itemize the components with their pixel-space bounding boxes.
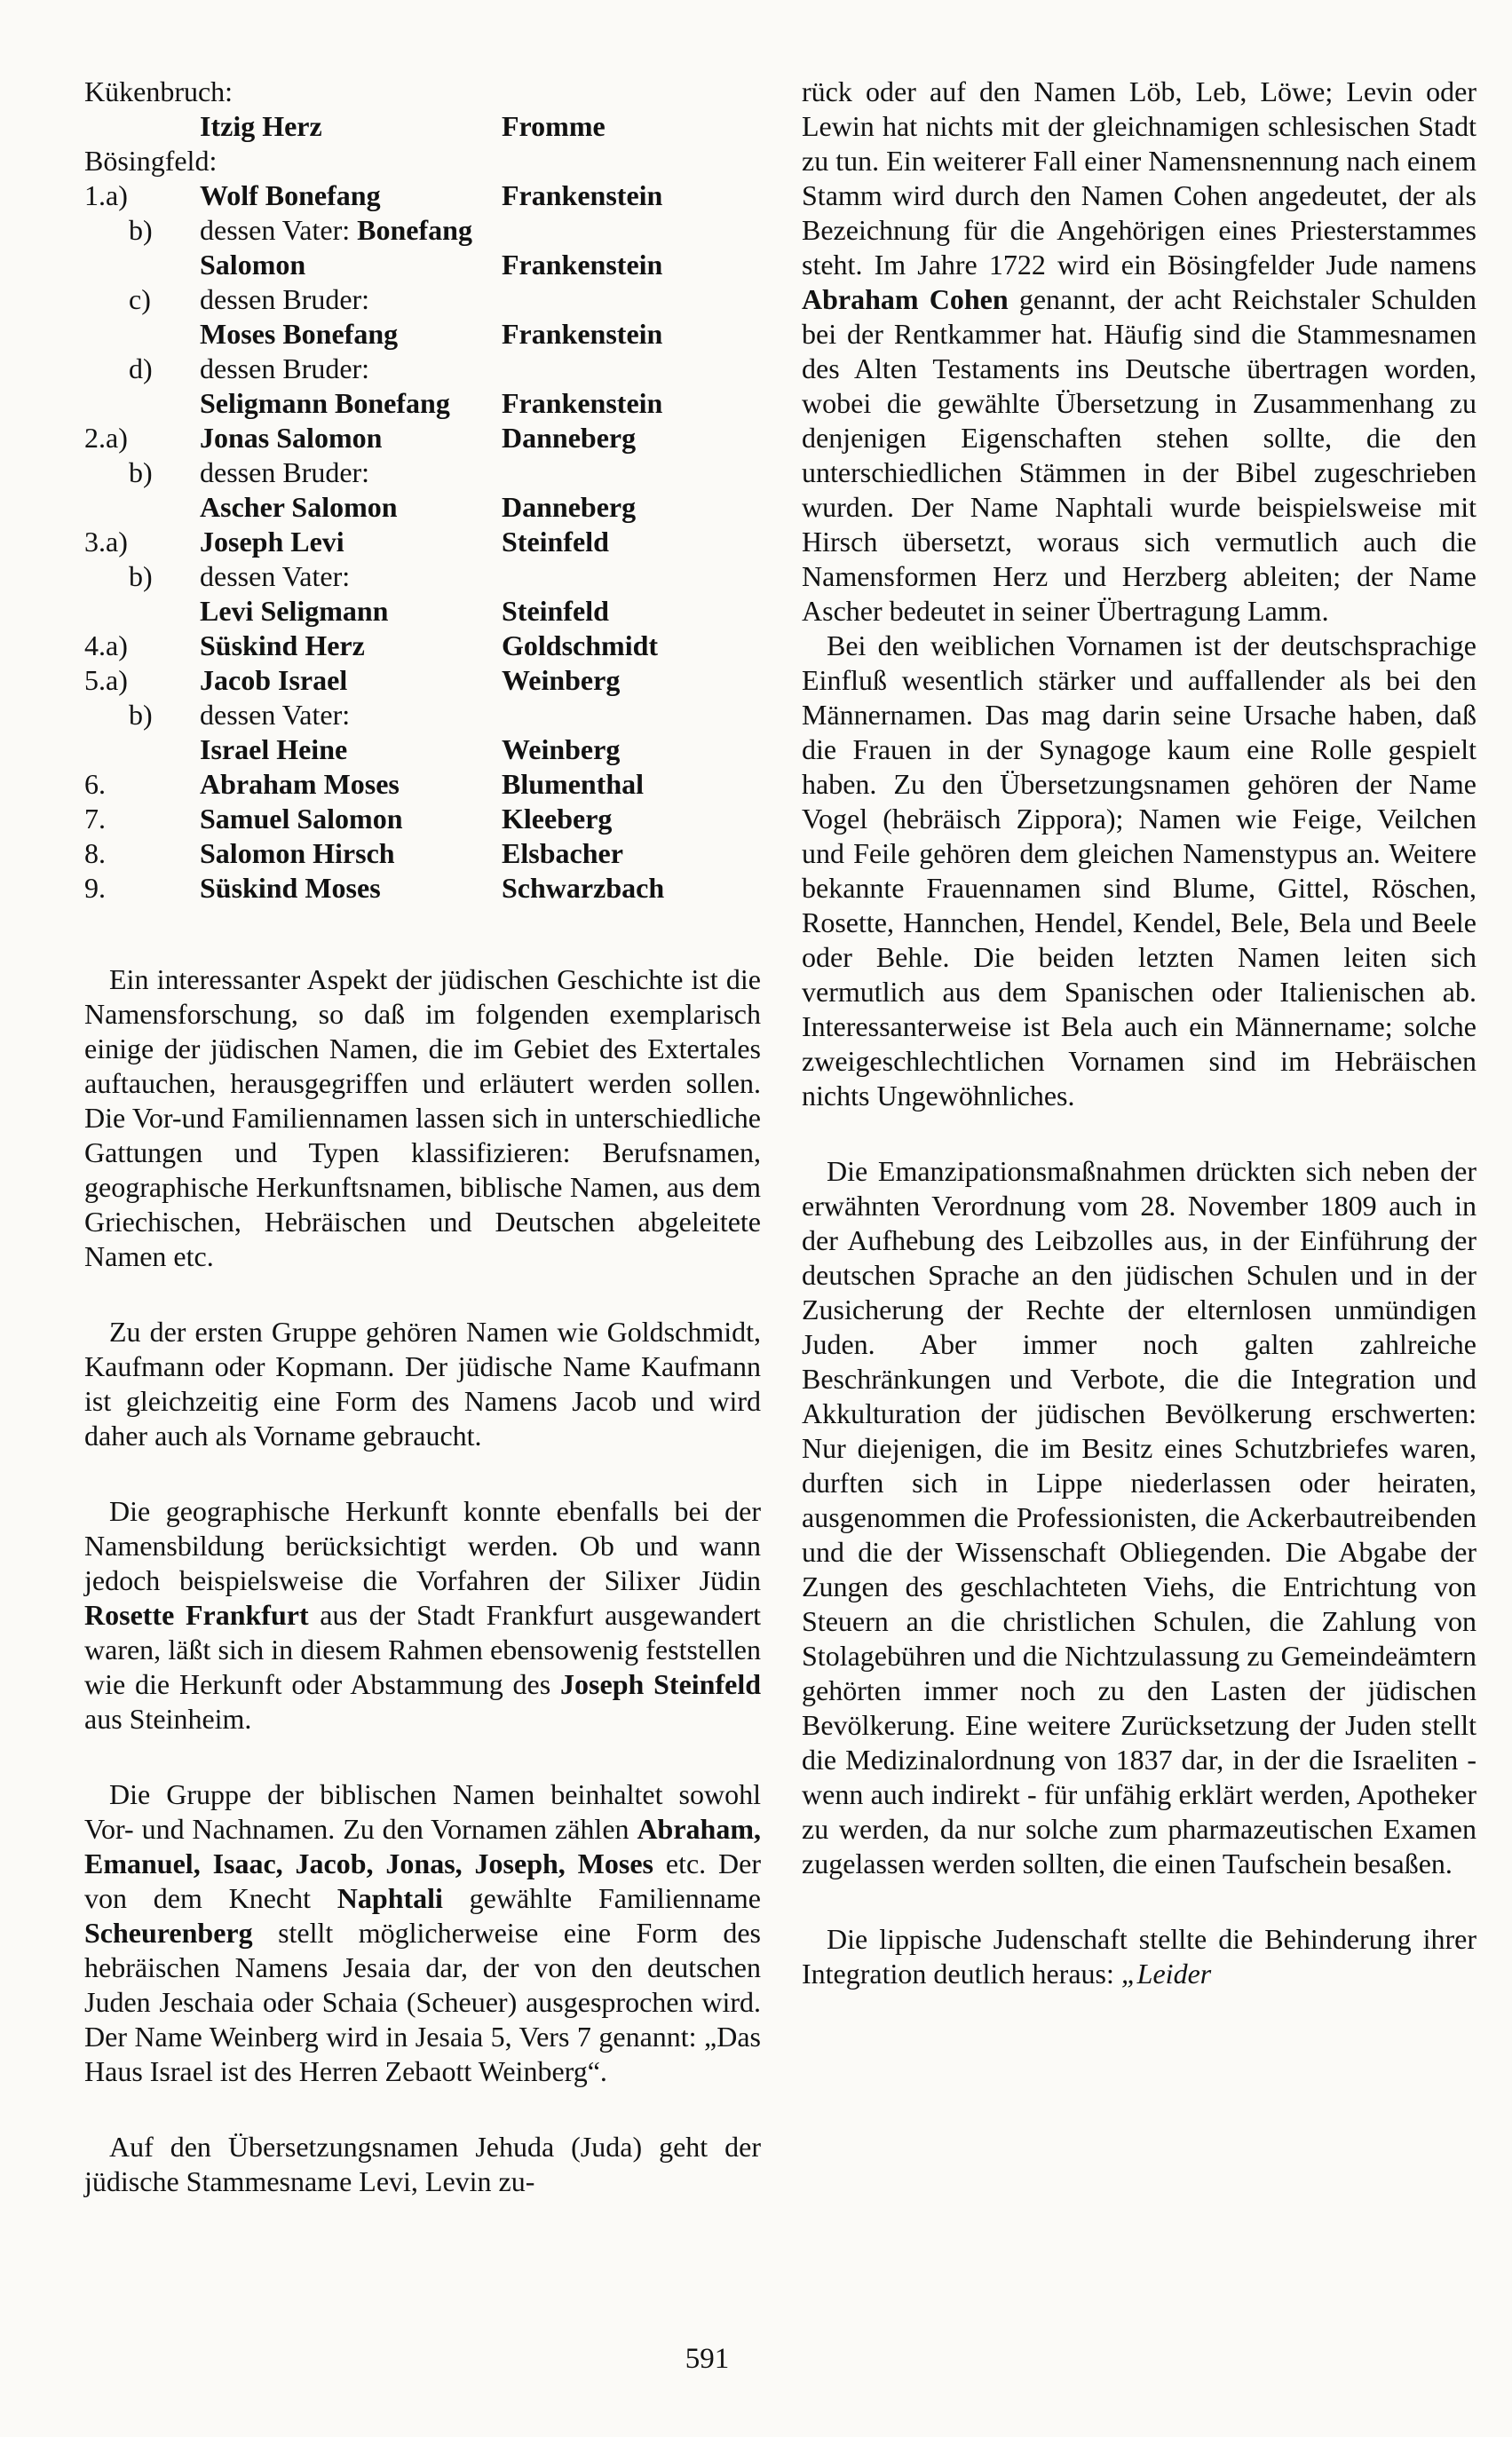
- bold-text: Salomon: [200, 249, 306, 281]
- list-entry-surname: Kleeberg: [502, 803, 613, 835]
- list-entry-number: 3.a): [84, 526, 128, 558]
- list-entry-surname: Frankenstein: [502, 318, 663, 350]
- text: gewählte Familienname: [442, 1882, 762, 1914]
- bold-text: Joseph Levi: [200, 526, 344, 558]
- list-entry-name: [200, 178, 381, 213]
- list-entry-name: [84, 144, 217, 178]
- text: dessen Vater:: [200, 699, 351, 731]
- bold-text: Salomon Hirsch: [200, 837, 395, 869]
- list-entry-number: 6.: [84, 768, 106, 800]
- list-entry-surname: Blumenthal: [502, 768, 645, 800]
- list-entry-name: [200, 698, 350, 732]
- bold-text: Moses Bonefang: [200, 318, 399, 350]
- list-entry-name: [200, 871, 381, 906]
- list-entry-name: [200, 213, 472, 248]
- list-entry-number: b): [129, 214, 153, 246]
- text: Die Gruppe der biblischen Namen beinhaltet sowohl Vor- und Nachnamen. Zu den Vornamen zählen: [84, 1778, 761, 1845]
- name-list-row: [84, 559, 761, 594]
- text: Bei den weiblichen Vornamen ist der deutschsprachige Einfluß wesentlich stärker und auffallender als bei den Männernamen. Das mag darin seine Ursache haben, daß die Frauen in der Synagoge kaum eine Rolle gespielt haben. Zu den Übersetzungsnamen gehören der Name Vogel (hebräisch Zippora); Namen wie Feige, Veilchen und Feile gehören dem gleichen Namenstypus an. Weitere bekannte Frauennamen sind Blume, Gittel, Röschen, Rosette, Hannchen, Hendel, Kendel, Bele, Bela und Beele oder Behle. Die beiden letzten Namen leiten sich vermutlich aus dem Spanischen oder Italienischen ab. Interessanterweise ist Bela auch ein Männername; solche zweigeschlechtlichen Vornamen sind im Hebräischen nichts Ungewöhnliches.: [802, 629, 1476, 1112]
- list-entry-number: 1.a): [84, 179, 128, 211]
- name-list-row: [84, 248, 761, 282]
- bold-text: Scheurenberg: [84, 1917, 253, 1949]
- list-entry-name: [200, 421, 382, 455]
- paragraph: [802, 629, 1476, 1113]
- bold-text: Rosette Frankfurt: [84, 1599, 309, 1631]
- text: aus der Stadt Frankfurt ausgewandert waren, läßt sich in diesem Rahmen ebensowenig feststellen wie die Herkunft oder Abstammung des: [84, 1599, 762, 1700]
- name-list-row: [84, 317, 761, 352]
- name-list-row: [84, 525, 761, 559]
- list-entry-number: 5.a): [84, 664, 128, 696]
- list-entry-number: d): [129, 352, 153, 384]
- bold-text: Jonas Salomon: [200, 422, 383, 454]
- name-list-row: [84, 663, 761, 698]
- list-entry-surname: Steinfeld: [502, 526, 609, 558]
- bold-text: Süskind Herz: [200, 629, 365, 661]
- bold-text: Abraham Cohen: [802, 283, 1009, 315]
- text: dessen Vater:: [200, 560, 351, 592]
- list-entry-name: [200, 455, 369, 490]
- list-entry-surname: Steinfeld: [502, 595, 609, 627]
- name-list-row: [84, 282, 761, 317]
- left-column: [84, 75, 761, 2199]
- bold-text: Jacob Israel: [200, 664, 348, 696]
- name-list-row: [84, 490, 761, 525]
- bold-text: Levi Seligmann: [200, 595, 389, 627]
- list-entry-number: 7.: [84, 803, 106, 835]
- name-list-row: [84, 213, 761, 248]
- name-list-row: [84, 75, 761, 109]
- text: dessen Bruder:: [200, 352, 370, 384]
- list-entry-name: [200, 109, 322, 144]
- bold-text: Itzig Herz: [200, 110, 322, 142]
- name-list-row: [84, 421, 761, 455]
- bold-text: Joseph Steinfeld: [560, 1668, 762, 1700]
- name-list-row: [84, 386, 761, 421]
- text: Auf den Übersetzungsnamen Jehuda (Juda) geht der jüdische Stammesname Levi, Levin zu-: [84, 2131, 761, 2197]
- name-list-row: [84, 871, 761, 906]
- name-list-row: [84, 144, 761, 178]
- paragraph: [84, 1494, 761, 1737]
- bold-text: Israel Heine: [200, 733, 348, 765]
- paragraph: [84, 2130, 761, 2199]
- list-entry-name: [200, 352, 369, 386]
- bold-text: Abraham Moses: [200, 768, 400, 800]
- list-entry-name: [200, 767, 400, 802]
- list-entry-name: [200, 317, 398, 352]
- bold-text: Seligmann Bonefang: [200, 387, 450, 419]
- text: stellt möglicherweise eine Form des hebräischen Namens Jesaia dar, der von den deutschen Juden Jeschaia oder Schaia (Scheuer) ausgesprochen wird. Der Name Weinberg wird in Jesaia 5, Vers 7 genannt: „Das Haus Israel ist des Herren Zebaott Weinberg“.: [84, 1917, 761, 2087]
- list-entry-number: b): [129, 560, 153, 592]
- list-entry-number: 8.: [84, 837, 106, 869]
- paragraph: [802, 1154, 1476, 1881]
- list-entry-name: [200, 732, 347, 767]
- list-entry-name: [200, 525, 344, 559]
- name-list-row: [84, 109, 761, 144]
- paragraph: [84, 962, 761, 1274]
- list-entry-surname: Weinberg: [502, 733, 621, 765]
- list-entry-surname: Danneberg: [502, 422, 637, 454]
- paragraph: [84, 1777, 761, 2089]
- text: Kükenbruch:: [84, 75, 234, 107]
- text: dessen Vater:: [200, 214, 358, 246]
- paragraph: [84, 1315, 761, 1453]
- name-list-row: [84, 836, 761, 871]
- bold-text: Bonefang: [357, 214, 472, 246]
- list-entry-name: [200, 282, 369, 317]
- name-list-row: [84, 629, 761, 663]
- text: dessen Bruder:: [200, 283, 370, 315]
- name-list-row: [84, 594, 761, 629]
- text: Die Emanzipationsmaßnahmen drückten sich neben der erwähnten Verordnung vom 28. November 1809 auch in der Aufhebung des Leibzolles aus, in der Einführung der deutschen Sprache an den jüdischen Schulen und in der Zusicherung der Rechte der elternlosen unmündigen Juden. Aber immer noch galten zahlreiche Beschränkungen und Verbote, die die Integration und Akkulturation der jüdischen Bevölkerung erschwerten: Nur diejenigen, die im Besitz eines Schutzbriefes waren, durften sich in Lippe niederlassen oder heiraten, ausgenommen die Professionisten, die Ackerbautreibenden und die der Wissenschaft Obliegenden. Die Abgabe der Zungen des geschlachteten Viehs, die Entrichtung von Steuern an die christlichen Schulen, die Zahlung von Stolagebühren und die Nichtzulassung zu Gemeindeämtern gehörten immer noch zu den Lasten der jüdischen Bevölkerung. Eine weitere Zurücksetzung der Juden stellt die Medizinalordnung von 1837 dar, in der die Israeliten - wenn auch indirekt - für unfähig erklärt werden, Apotheker zu werden, da nur solche zum pharmazeutischen Examen zugelassen werden sollten, die einen Taufschein besaßen.: [802, 1155, 1476, 1879]
- right-column: [802, 75, 1476, 1991]
- list-entry-name: [200, 490, 398, 525]
- text: Bösingfeld:: [84, 145, 218, 177]
- name-list: [84, 75, 761, 906]
- list-entry-name: [200, 836, 395, 871]
- bold-text: Süskind Moses: [200, 872, 381, 904]
- list-entry-name: [200, 663, 347, 698]
- text: Zu der ersten Gruppe gehören Namen wie Goldschmidt, Kaufmann oder Kopmann. Der jüdische Name Kaufmann ist gleichzeitig eine Form des Namens Jacob und wird daher auch als Vorname gebraucht.: [84, 1316, 761, 1452]
- list-entry-name: [200, 802, 402, 836]
- list-entry-surname: Goldschmidt: [502, 629, 659, 661]
- name-list-row: [84, 698, 761, 732]
- text: etc. Der von dem Knecht: [84, 1848, 761, 1914]
- list-entry-name: [84, 75, 233, 109]
- bold-text: Wolf Bonefang: [200, 179, 381, 211]
- bold-text: Samuel Salomon: [200, 803, 403, 835]
- text: dessen Bruder:: [200, 456, 370, 488]
- list-entry-number: b): [129, 699, 153, 731]
- list-entry-surname: Danneberg: [502, 491, 637, 523]
- bold-text: Abraham, Emanuel, Isaac, Jacob, Jonas, Joseph, Moses: [84, 1813, 761, 1879]
- name-list-row: [84, 455, 761, 490]
- list-entry-surname: Weinberg: [502, 664, 621, 696]
- list-entry-surname: Fromme: [502, 110, 606, 142]
- left-paragraphs: [84, 962, 761, 2199]
- bold-text: Ascher Salomon: [200, 491, 398, 523]
- list-entry-number: c): [129, 283, 151, 315]
- name-list-row: [84, 767, 761, 802]
- paragraph: [802, 1922, 1476, 1991]
- list-entry-name: [200, 559, 350, 594]
- italic-text: „Leider: [1120, 1958, 1212, 1990]
- text: Die lippische Judenschaft stellte die Behinderung ihrer Integration deutlich heraus:: [802, 1923, 1476, 1990]
- name-list-row: [84, 802, 761, 836]
- list-entry-number: 4.a): [84, 629, 128, 661]
- list-entry-surname: Schwarzbach: [502, 872, 665, 904]
- text: rück oder auf den Namen Löb, Leb, Löwe; Levin oder Lewin hat nichts mit der gleichnamigen schlesischen Stadt zu tun. Ein weiterer Fall einer Namensnennung nach einem Stamm wird durch den Namen Cohen angedeutet, der als Bezeichnung für die Angehörigen eines Priesterstammes steht. Im Jahre 1722 wird ein Bösingfelder Jude namens: [802, 75, 1476, 281]
- name-list-row: [84, 732, 761, 767]
- list-entry-name: [200, 629, 365, 663]
- list-entry-name: [200, 248, 305, 282]
- name-list-row: [84, 352, 761, 386]
- list-entry-surname: Frankenstein: [502, 249, 663, 281]
- text: genannt, der acht Reichstaler Schulden bei der Rentkammer hat. Häufig sind die Stammesnamen des Alten Testaments ins Deutsche übertragen worden, wobei die gewählte Übersetzung in Zusammenhang zu denjenigen Eigenschaften stehen sollte, die den unterschiedlichen Stämmen in der Bibel zugeschrieben wurden. Der Name Naphtali wurde beispielsweise mit Hirsch übersetzt, woraus sich vermutlich auch die Namensformen Herz und Herzberg ableiten; der Name Ascher bedeutet in seiner Übertragung Lamm.: [802, 283, 1477, 627]
- list-entry-surname: Elsbacher: [502, 837, 623, 869]
- text: Die geographische Herkunft konnte ebenfalls bei der Namensbildung berücksichtigt werden. Ob und wann jedoch beispielsweise die Vorfahren der Silixer Jüdin: [84, 1495, 761, 1596]
- page-number: 591: [685, 2343, 730, 2375]
- list-entry-number: 2.a): [84, 422, 128, 454]
- text: aus Steinheim.: [84, 1703, 252, 1735]
- text: Ein interessanter Aspekt der jüdischen Geschichte ist die Namensforschung, so daß im folgenden exemplarisch einige der jüdischen Namen, die im Gebiet des Extertales auftauchen, herausgegriffen und erläutert werden sollen. Die Vor-und Familiennamen lassen sich in unterschiedliche Gattungen und Typen klassifizieren: Berufsnamen, geographische Herkunftsnamen, biblische Namen, aus dem Griechischen, Hebräischen und Deutschen abgeleitete Namen etc.: [84, 963, 761, 1272]
- list-entry-surname: Frankenstein: [502, 179, 663, 211]
- list-entry-number: 9.: [84, 872, 106, 904]
- list-entry-name: [200, 386, 450, 421]
- name-list-row: [84, 178, 761, 213]
- list-entry-surname: Frankenstein: [502, 387, 663, 419]
- list-entry-name: [200, 594, 388, 629]
- list-entry-number: b): [129, 456, 153, 488]
- bold-text: Naphtali: [336, 1882, 443, 1914]
- paragraph: [802, 75, 1476, 629]
